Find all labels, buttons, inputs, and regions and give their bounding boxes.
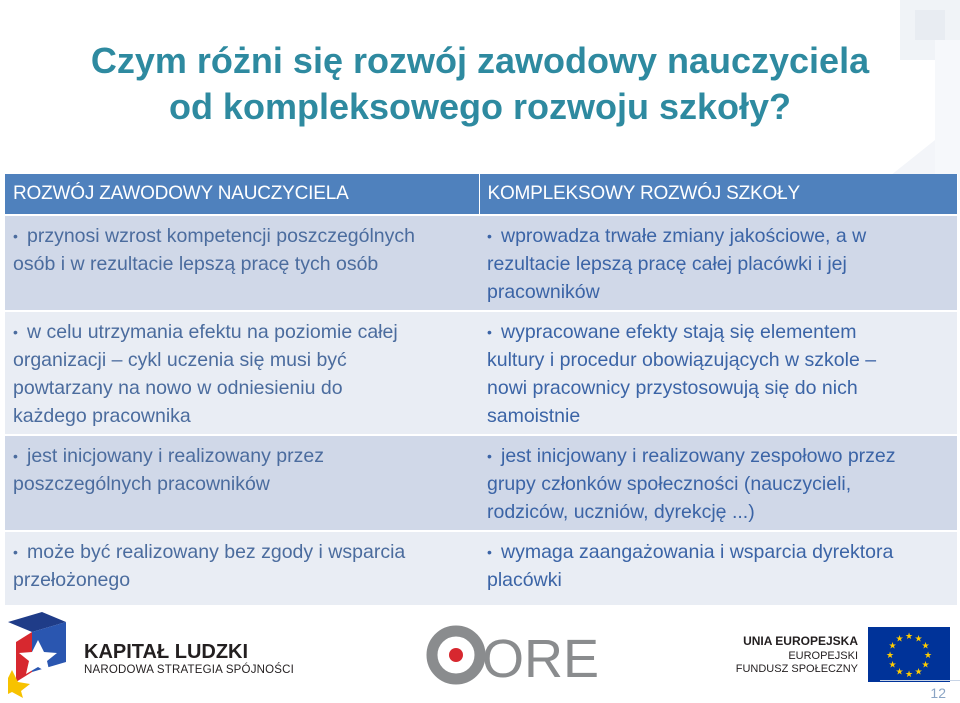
- bullet-icon: •: [487, 324, 492, 340]
- ore-logo-icon: [426, 624, 600, 689]
- eu-subtitle-2: FUNDUSZ SPOŁECZNY: [735, 663, 858, 675]
- bullet-icon: •: [13, 544, 18, 560]
- cell-line: kultury i procedur obowiązujących w szkole –: [487, 349, 877, 371]
- cell-line: pracowników: [487, 281, 600, 303]
- table-row: [5, 435, 957, 531]
- header-school-development: KOMPLEKSOWY ROZWÓJ SZKOŁY: [479, 174, 957, 215]
- page-number-divider: [880, 680, 960, 681]
- cell-line: poszczególnych pracowników: [13, 473, 270, 495]
- svg-text:★: ★: [914, 634, 923, 645]
- cell-line: jest inicjowany i realizowany przez: [27, 445, 324, 467]
- title-line-2: od kompleksowego rozwoju szkoły?: [168, 86, 792, 127]
- cell-left: [5, 435, 479, 531]
- page-number: 12: [930, 685, 946, 701]
- kapital-ludzki-subtitle: NARODOWA STRATEGIA SPÓJNOŚCI: [84, 664, 295, 676]
- cell-left: [5, 311, 479, 435]
- bullet-icon: •: [487, 448, 492, 464]
- svg-text:★: ★: [885, 651, 895, 661]
- cell-line: rodziców, uczniów, dyrekcję ...): [487, 501, 755, 523]
- slide-title: [0, 38, 960, 130]
- comparison-table: [5, 174, 958, 605]
- cell-line: przynosi wzrost kompetencji poszczególnych: [27, 225, 416, 247]
- bullet-icon: •: [13, 228, 18, 244]
- svg-text:★: ★: [923, 651, 933, 661]
- eu-subtitle-1: EUROPEJSKI: [788, 650, 858, 662]
- bullet-icon: •: [487, 544, 492, 560]
- bullet-icon: •: [13, 448, 18, 464]
- cell-line: każdego pracownika: [13, 405, 191, 427]
- cell-line: przełożonego: [13, 569, 131, 591]
- eu-flag-icon: [868, 627, 950, 682]
- header-teacher-development: ROZWÓJ ZAWODOWY NAUCZYCIELA: [5, 174, 479, 215]
- eu-title: UNIA EUROPEJSKA: [743, 634, 858, 648]
- cell-left: [5, 531, 479, 605]
- cell-line: osób i w rezultacie lepszą pracę tych osób: [13, 253, 379, 275]
- svg-text:★: ★: [904, 632, 914, 642]
- kapital-ludzki-logo-icon: [8, 612, 78, 698]
- svg-text:★: ★: [895, 634, 904, 645]
- svg-text:★: ★: [921, 660, 930, 671]
- cell-line: jest inicjowany i realizowany zespołowo przez: [501, 445, 896, 467]
- cell-line: grupy członków społeczności (nauczycieli,: [487, 473, 852, 495]
- cell-line: samoistnie: [487, 405, 581, 427]
- kapital-ludzki-title: KAPITAŁ LUDZKI: [84, 641, 249, 663]
- cell-line: organizacji – cykl uczenia się musi być: [13, 349, 347, 371]
- footer-logos: [0, 600, 960, 703]
- table-row: [5, 531, 957, 605]
- svg-text:★: ★: [888, 641, 897, 652]
- table-row: [5, 311, 957, 435]
- cell-line: w celu utrzymania efektu na poziomie całej: [27, 321, 398, 343]
- cell-right: [479, 215, 957, 311]
- title-line-1: Czym różni się rozwój zawodowy nauczyciela: [90, 40, 870, 81]
- cell-right: [479, 435, 957, 531]
- svg-text:★: ★: [921, 641, 930, 652]
- cell-line: nowi pracownicy przystosowują się do nich: [487, 377, 858, 399]
- svg-text:★: ★: [895, 667, 904, 678]
- cell-right: [479, 311, 957, 435]
- cell-right: [479, 531, 957, 605]
- cell-line: może być realizowany bez zgody i wsparcia: [27, 541, 406, 563]
- cell-line: rezultacie lepszą pracę całej placówki i jej: [487, 253, 847, 275]
- svg-text:★: ★: [914, 667, 923, 678]
- cell-line: wypracowane efekty stają się elementem: [501, 321, 857, 343]
- bullet-icon: •: [487, 228, 492, 244]
- svg-text:★: ★: [888, 660, 897, 671]
- bullet-icon: •: [13, 324, 18, 340]
- table-row: [5, 215, 957, 311]
- ore-logo-text: ORE: [482, 629, 600, 689]
- cell-line: placówki: [487, 569, 562, 591]
- cell-line: wymaga zaangażowania i wsparcia dyrektora: [501, 541, 894, 563]
- svg-text:★: ★: [904, 670, 914, 680]
- cell-line: powtarzany na nowo w odniesieniu do: [13, 377, 343, 399]
- cell-line: wprowadza trwałe zmiany jakościowe, a w: [501, 225, 867, 247]
- cell-left: [5, 215, 479, 311]
